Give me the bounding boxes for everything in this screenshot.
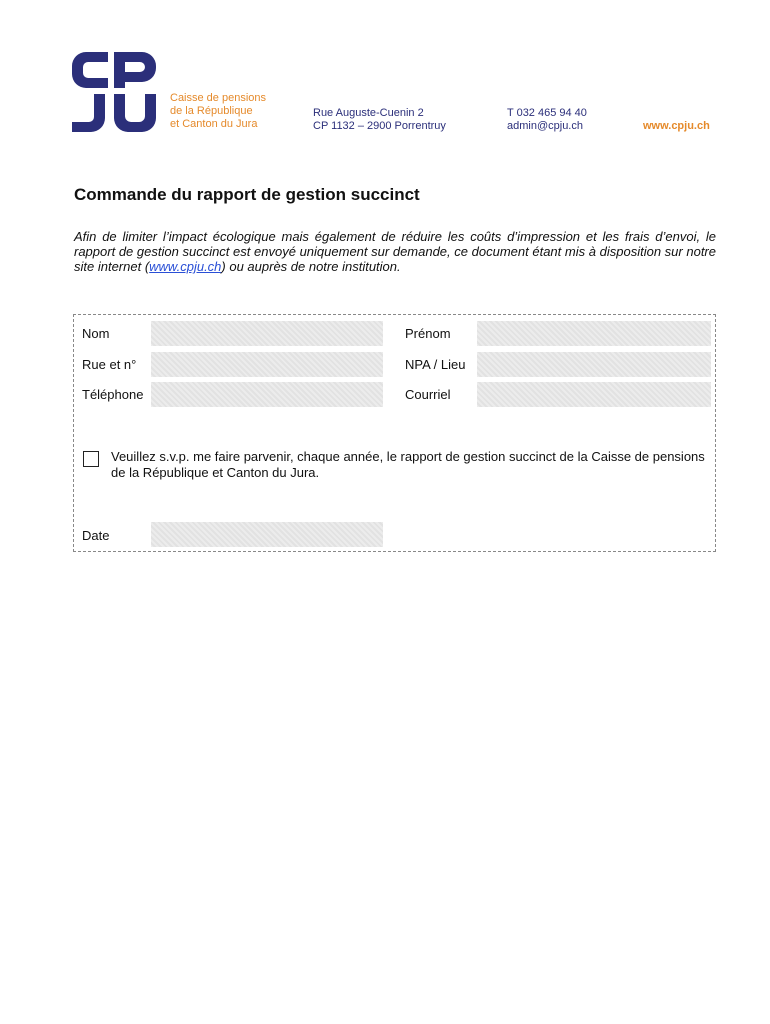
npa-lieu-field[interactable] xyxy=(477,352,711,377)
intro-text-after: ) ou auprès de notre institution. xyxy=(221,259,401,274)
email-address: admin@cpju.ch xyxy=(507,120,583,132)
rue-field[interactable] xyxy=(151,352,383,377)
org-line-2: de la République xyxy=(170,105,253,117)
checkbox-label: Veuillez s.v.p. me faire parvenir, chaque année, le rapport de gestion succinct de la Caisse de pensions de la République et Canton du Jura. xyxy=(111,449,705,480)
org-line-1: Caisse de pensions xyxy=(170,92,267,104)
page-title: Commande du rapport de gestion succinct xyxy=(74,185,420,204)
date-field[interactable] xyxy=(151,522,383,547)
prenom-field[interactable] xyxy=(477,321,711,346)
nom-label: Nom xyxy=(82,326,110,341)
nom-field[interactable] xyxy=(151,321,383,346)
contact-info xyxy=(507,107,587,133)
courriel-label: Courriel xyxy=(405,387,451,402)
cpju-logo xyxy=(70,52,160,132)
postal-address xyxy=(313,107,446,133)
prenom-label: Prénom xyxy=(405,326,451,341)
address-line-1: Rue Auguste-Cuenin 2 xyxy=(313,107,424,119)
annual-report-checkbox[interactable] xyxy=(83,451,99,467)
rue-label: Rue et n° xyxy=(82,357,137,372)
org-line-3: et Canton du Jura xyxy=(170,118,258,130)
npa-lieu-label: NPA / Lieu xyxy=(405,357,466,372)
organization-name xyxy=(170,92,266,131)
intro-text-before: Afin de limiter l’impact écologique mais également de réduire les coûts d’impression et les frais d’envoi, le rapport de gestion succinct est envoyé uniquement sur demande, ce document étant mis à disposition sur notre site internet ( xyxy=(74,229,716,274)
telephone-field[interactable] xyxy=(151,382,383,407)
intro-website-link[interactable]: www.cpju.ch xyxy=(149,259,222,274)
order-form xyxy=(73,314,716,552)
courriel-field[interactable] xyxy=(477,382,711,407)
phone-number: T 032 465 94 40 xyxy=(507,107,587,119)
intro-paragraph xyxy=(74,229,716,274)
date-label: Date xyxy=(82,528,110,543)
website-link[interactable]: www.cpju.ch xyxy=(643,120,710,132)
telephone-label: Téléphone xyxy=(82,387,144,402)
address-line-2: CP 1132 – 2900 Porrentruy xyxy=(313,120,446,132)
